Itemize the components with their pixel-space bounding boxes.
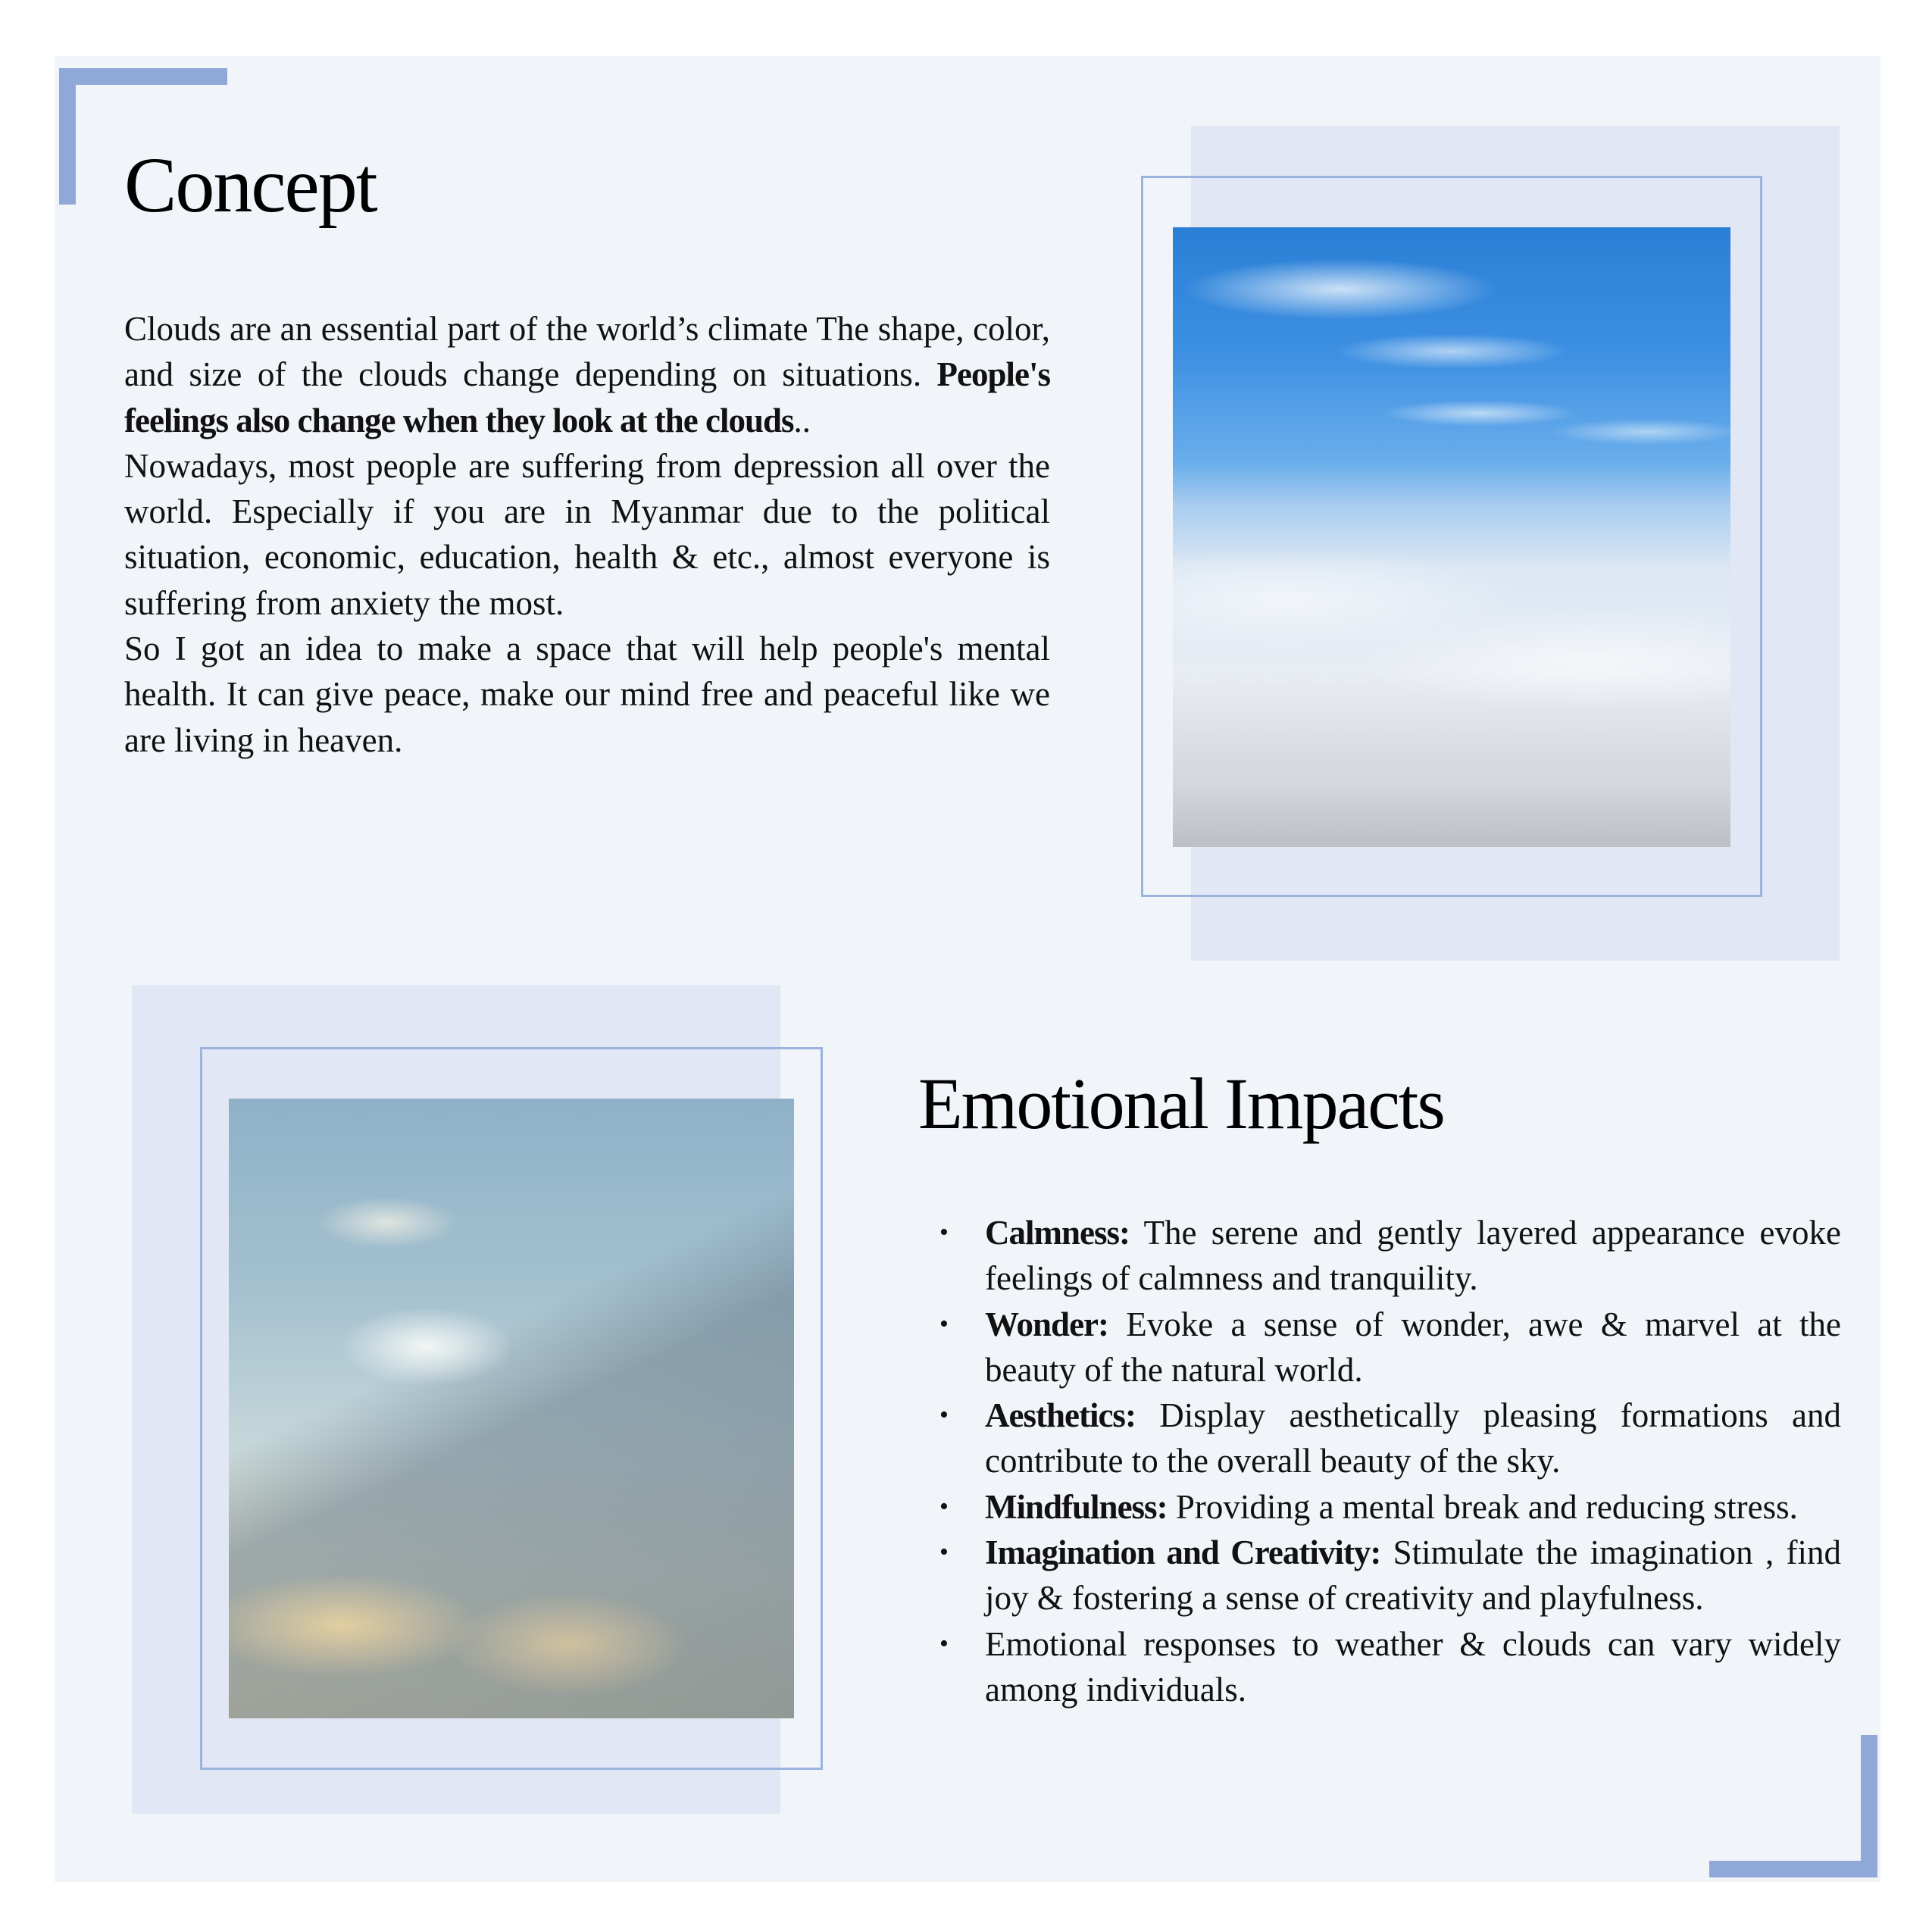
corner-bracket-top-left-horizontal bbox=[59, 68, 227, 85]
concept-paragraph-1-bold: People's feelings also change when they look at the clouds bbox=[124, 355, 1050, 439]
list-item-text: Emotional responses to weather & clouds can vary widely among individuals. bbox=[985, 1624, 1841, 1708]
corner-bracket-top-left-vertical bbox=[59, 68, 76, 205]
concept-title: Concept bbox=[124, 142, 377, 229]
bullet-icon: • bbox=[939, 1309, 949, 1338]
list-item bbox=[939, 1210, 1841, 1302]
concept-paragraph-1-text: Clouds are an essential part of the world’s climate The shape, color, and size of the clouds change depending on situations. bbox=[124, 310, 1050, 394]
emotional-impacts-title: Emotional Impacts bbox=[918, 1063, 1444, 1144]
list-item-text: The serene and gently layered appearance evoke feelings of calmness and tranquility. bbox=[985, 1214, 1841, 1298]
list-item-text: Stimulate the imagination , find joy & fostering a sense of creativity and playfulness. bbox=[985, 1533, 1841, 1618]
list-item bbox=[939, 1393, 1841, 1484]
list-item bbox=[939, 1530, 1841, 1621]
list-item bbox=[939, 1484, 1841, 1530]
bullet-icon: • bbox=[939, 1538, 949, 1567]
list-item-term: Imagination and Creativity: bbox=[985, 1533, 1381, 1572]
concept-paragraph-1 bbox=[124, 306, 1050, 443]
corner-bracket-bottom-right-vertical bbox=[1861, 1735, 1877, 1877]
concept-paragraph-1-tail: .. bbox=[793, 401, 811, 439]
bullet-icon: • bbox=[939, 1218, 949, 1246]
list-item-term: Aesthetics: bbox=[985, 1396, 1136, 1435]
list-item-term: Mindfulness: bbox=[985, 1487, 1168, 1526]
emotional-impacts-list bbox=[939, 1210, 1841, 1712]
list-item bbox=[939, 1302, 1841, 1393]
list-item bbox=[939, 1621, 1841, 1713]
list-item-text: Providing a mental break and reducing stress. bbox=[1167, 1487, 1798, 1526]
list-item-text: Display aesthetically pleasing formations and contribute to the overall beauty of the sky. bbox=[985, 1396, 1841, 1480]
clouds-at-sunset-photo bbox=[229, 1099, 794, 1718]
list-item-term: Calmness: bbox=[985, 1214, 1130, 1252]
corner-bracket-bottom-right-horizontal bbox=[1709, 1861, 1877, 1877]
bullet-icon: • bbox=[939, 1629, 949, 1658]
bullet-icon: • bbox=[939, 1492, 949, 1521]
list-item-text: Evoke a sense of wonder, awe & marvel at the beauty of the natural world. bbox=[985, 1305, 1841, 1389]
concept-paragraph-3: So I got an idea to make a space that will help people's mental health. It can give peace, make our mind free and peaceful like we are living in heaven. bbox=[124, 630, 1050, 759]
concept-text bbox=[124, 306, 1050, 763]
bullet-icon: • bbox=[939, 1401, 949, 1430]
concept-paragraph-2: Nowadays, most people are suffering from depression all over the world. Especially if you are in Myanmar due to the political situation, economic, education, health & etc., almost everyone is suffering from anxiety the most. bbox=[124, 446, 1050, 622]
list-item-term: Wonder: bbox=[985, 1305, 1109, 1343]
sky-above-clouds-photo bbox=[1173, 227, 1730, 847]
